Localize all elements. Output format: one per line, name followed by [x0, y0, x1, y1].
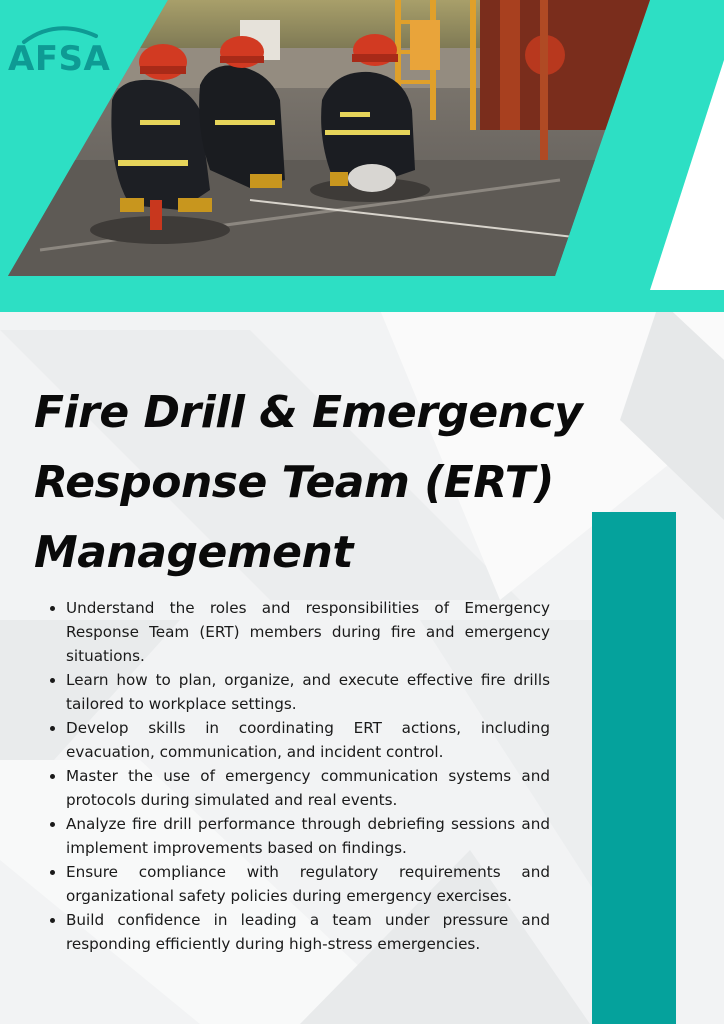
page-title: [34, 378, 614, 588]
list-item: • Analyze fire drill performance through debriefing sessions and implement improvements based on findings.: [66, 812, 550, 860]
title-line-3: Management: [34, 527, 353, 578]
list-item: • Master the use of emergency communication systems and protocols during simulated and real events.: [66, 764, 550, 812]
list-item: • Learn how to plan, organize, and execute effective fire drills tailored to workplace settings.: [66, 668, 550, 716]
accent-bar: [592, 512, 676, 1024]
logo: AFSA: [8, 39, 111, 79]
list-item: • Understand the roles and responsibilities of Emergency Response Team (ERT) members during fire and emergency situations.: [66, 596, 550, 668]
list-item: • Ensure compliance with regulatory requirements and organizational safety policies during emergency exercises.: [66, 860, 550, 908]
title-line-1: Fire Drill & Emergency: [34, 387, 583, 438]
objectives-list: [44, 596, 550, 956]
title-line-2: Response Team (ERT): [34, 457, 554, 508]
list-item: • Build confidence in leading a team under pressure and responding efficiently during high-stress emergencies.: [66, 908, 550, 956]
list-item: • Develop skills in coordinating ERT actions, including evacuation, communication, and incident control.: [66, 716, 550, 764]
